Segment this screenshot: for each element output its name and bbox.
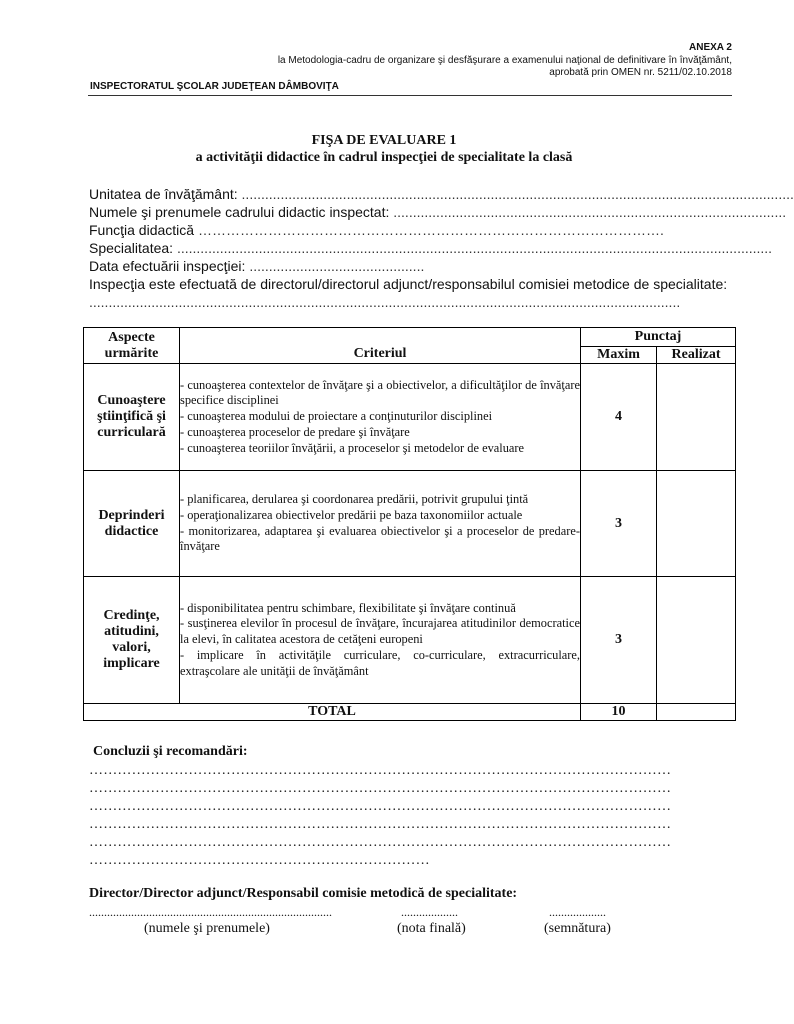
criterion-item: - planificarea, derularea şi coordonarea predării, potrivit grupului ţintă: [180, 491, 529, 506]
field-specialitatea-label: Specialitatea:: [89, 240, 174, 256]
signature-field-dots[interactable]: ...................: [549, 905, 606, 919]
maxim-cell: 4: [581, 364, 657, 471]
maxim-cell: 3: [581, 577, 657, 704]
field-functia-label: Funcţia didactică: [89, 222, 195, 238]
criteria-cell: [180, 471, 581, 577]
realizat-cell[interactable]: [657, 471, 736, 577]
col-realizat-header: Realizat: [657, 347, 736, 364]
total-realizat[interactable]: [657, 704, 736, 721]
field-nume-label: Numele şi prenumele cadrului didactic inspectat:: [89, 204, 390, 220]
conclusions-line[interactable]: ……………………………………………………………………………………………………………: [89, 835, 672, 850]
conclusions-line[interactable]: ………………………………………………………………: [89, 853, 430, 868]
name-field-dots[interactable]: .................................................................................: [89, 905, 332, 919]
inspectorate-name: [90, 81, 339, 92]
col-criteriul-header: Criteriul: [180, 328, 581, 364]
col-aspecte-header: Aspecte urmărite: [84, 328, 180, 364]
field-inspectia: [89, 276, 731, 293]
field-inspectia-label: Inspecţia este efectuată de directorul/directorul adjunct/responsabilul comisiei metodice de specialitate:: [89, 276, 728, 292]
aspect-cell: Cunoaştere ştiinţifică şi curriculară: [84, 364, 180, 471]
field-data-dots[interactable]: .............................................: [249, 258, 425, 274]
conclusions-line[interactable]: ……………………………………………………………………………………………………………: [89, 817, 672, 832]
table-header-row-1: [84, 328, 736, 347]
field-data[interactable]: [89, 258, 731, 275]
field-functia-dots[interactable]: ……………………………………………………………………………………….: [197, 222, 664, 238]
total-row: [84, 704, 736, 721]
criterion-item: - cunoaşterea contextelor de învăţare şi a obiectivelor, a dificultăţilor de învăţare specifice disciplinei: [180, 377, 580, 408]
conclusions-line[interactable]: ……………………………………………………………………………………………………………: [89, 799, 672, 814]
table-row: [84, 577, 736, 704]
aspect-cell: Credinţe, atitudini, valori, implicare: [84, 577, 180, 704]
conclusions-line[interactable]: ……………………………………………………………………………………………………………: [89, 763, 672, 778]
order-reference: aprobată prin OMEN nr. 5211/02.10.2018: [549, 67, 732, 78]
col-punctaj-header: Punctaj: [581, 328, 736, 347]
methodology-reference: la Metodologia-cadru de organizare şi desfăşurare a examenului naţional de definitivare în învăţământ,: [277, 55, 732, 66]
evaluation-table: [83, 327, 736, 721]
criterion-item: - monitorizarea, adaptarea şi evaluarea obiectivelor şi a proceselor de predare-învăţare: [180, 523, 580, 554]
realizat-cell[interactable]: [657, 577, 736, 704]
table-row: [84, 364, 736, 471]
signature-caption: (semnătura): [544, 921, 611, 936]
field-data-label: Data efectuării inspecţiei:: [89, 258, 246, 274]
field-unitate[interactable]: [89, 186, 794, 203]
criterion-item: - cunoaşterea modului de proiectare a conţinuturilor disciplinei: [180, 409, 493, 424]
criterion-item: - disponibilitatea pentru schimbare, flexibilitate şi învăţare continuă: [180, 600, 516, 615]
field-functia[interactable]: [89, 222, 731, 239]
total-label: TOTAL: [84, 704, 581, 721]
field-specialitatea[interactable]: [89, 240, 773, 257]
criterion-item: - cunoaşterea teoriilor învăţării, a proceselor şi metodelor de evaluare: [180, 440, 525, 455]
inspectorate-name-text: INSPECTORATUL ŞCOLAR JUDEŢEAN DÂMBOVIŢA: [90, 81, 339, 92]
grade-field-dots[interactable]: ...................: [401, 905, 458, 919]
field-nume-dots[interactable]: .....................................................................................................: [393, 204, 787, 220]
total-maxim: 10: [581, 704, 657, 721]
maxim-cell: 3: [581, 471, 657, 577]
criterion-item: - implicare în activităţile curriculare, co-curriculare, extracurriculare, extraşcolare ale unităţii de învăţământ: [180, 647, 580, 678]
grade-caption: (nota finală): [397, 921, 466, 936]
field-inspectia-dots[interactable]: ........................................................................................................................................................: [89, 294, 681, 310]
realizat-cell[interactable]: [657, 364, 736, 471]
form-title: FIŞA DE EVALUARE 1: [311, 133, 457, 148]
criterion-item: - operaţionalizarea obiectivelor predării pe baza taxonomiilor actuale: [180, 507, 523, 522]
criterion-item: - susţinerea elevilor în procesul de învăţare, încurajarea atitudinilor democratice la elevi, în calitatea acestora de cetăţeni europeni: [180, 616, 580, 647]
form-subtitle: a activităţii didactice în cadrul inspecţiei de specialitate la clasă: [195, 150, 573, 165]
criteria-cell: [180, 364, 581, 471]
criterion-item: - cunoaşterea proceselor de predare şi învăţare: [180, 424, 410, 439]
header-divider: [88, 95, 732, 96]
field-unitate-dots[interactable]: ..............................................................................................................................................: [241, 186, 794, 202]
name-caption: (numele şi prenumele): [144, 921, 270, 936]
field-nume[interactable]: [89, 204, 787, 221]
annex-label: ANEXA 2: [689, 42, 732, 53]
field-inspectia-dots-line[interactable]: [89, 294, 731, 311]
conclusions-label: Concluzii şi recomandări:: [93, 744, 248, 759]
field-unitate-label: Unitatea de învăţământ:: [89, 186, 238, 202]
criteria-cell: [180, 577, 581, 704]
table-row: [84, 471, 736, 577]
field-specialitatea-dots[interactable]: .........................................................................................................................................................: [176, 240, 773, 256]
col-maxim-header: Maxim: [581, 347, 657, 364]
aspect-cell: Deprinderi didactice: [84, 471, 180, 577]
signature-label: Director/Director adjunct/Responsabil comisie metodică de specialitate:: [89, 886, 518, 901]
conclusions-line[interactable]: ……………………………………………………………………………………………………………: [89, 781, 672, 796]
